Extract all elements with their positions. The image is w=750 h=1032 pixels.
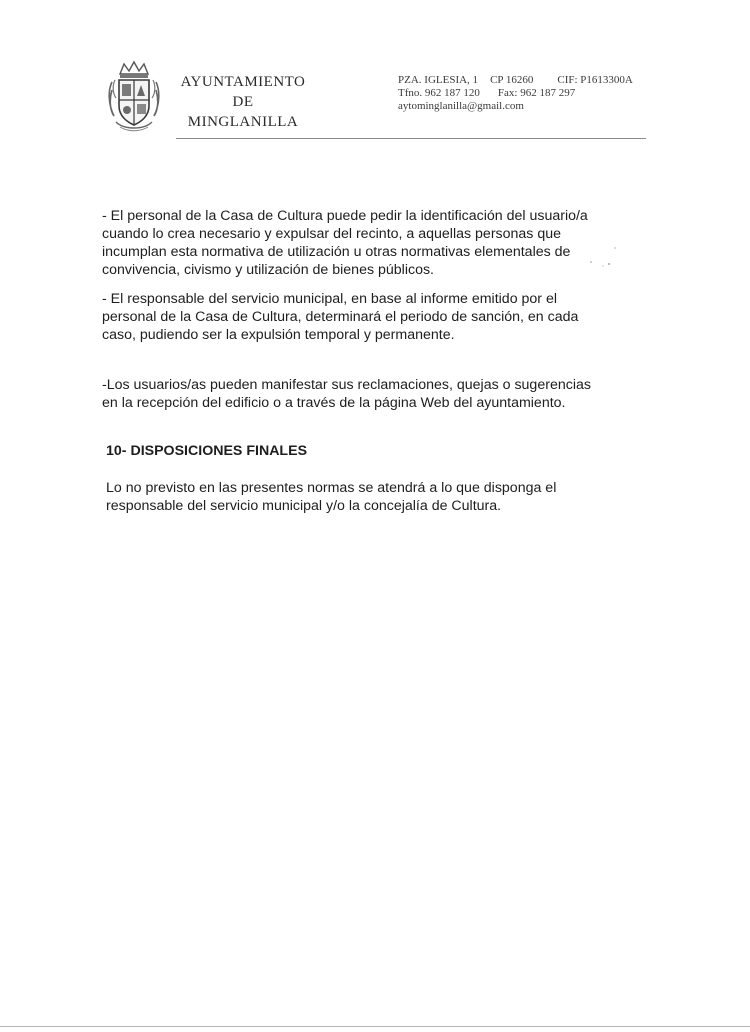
address: PZA. IGLESIA, 1 bbox=[398, 74, 479, 86]
org-name-line2: DE bbox=[232, 94, 254, 110]
coat-of-arms-icon bbox=[106, 60, 162, 134]
paragraph-line: cuando lo crea necesario y expulsar del recinto, a aquellas personas que bbox=[102, 226, 562, 242]
postal-code: CP 16260 bbox=[490, 74, 534, 86]
paragraph-line: responsable del servicio municipal y/o la concejalía de Cultura. bbox=[106, 498, 502, 514]
org-name-line3: MINGLANILLA bbox=[187, 114, 299, 130]
paragraph-identification bbox=[102, 207, 622, 279]
paragraph-line: en la recepción del edificio o a través de la página Web del ayuntamiento. bbox=[102, 395, 566, 411]
paragraph-complaints bbox=[102, 376, 622, 412]
paragraph-line: - El responsable del servicio municipal, en base al informe emitido por el bbox=[102, 291, 558, 307]
organization-name bbox=[168, 72, 318, 132]
email-row bbox=[398, 100, 633, 113]
paragraph-line: -Los usuarios/as pueden manifestar sus reclamaciones, quejas o sugerencias bbox=[102, 377, 591, 393]
paragraph-line: personal de la Casa de Cultura, determinará el periodo de sanción, en cada bbox=[102, 309, 579, 325]
section-body bbox=[106, 479, 626, 515]
paragraph-line: Lo no previsto en las presentes normas se atendrá a lo que disponga el bbox=[106, 480, 557, 496]
section-heading: 10- DISPOSICIONES FINALES bbox=[106, 443, 308, 459]
header-divider bbox=[176, 138, 646, 139]
email: aytominglanilla@gmail.com bbox=[398, 100, 524, 112]
paragraph-line: caso, pudiendo ser la expulsión temporal y permanente. bbox=[102, 327, 455, 343]
paragraph-line: - El personal de la Casa de Cultura puede pedir la identificación del usuario/a bbox=[102, 208, 588, 224]
paragraph-line: incumplan esta normativa de utilización u otras normativas elementales de bbox=[102, 244, 571, 260]
paragraph-sanction bbox=[102, 290, 622, 344]
paragraph-line: convivencia, civismo y utilización de bienes públicos. bbox=[102, 262, 434, 278]
address-row bbox=[398, 74, 633, 87]
fax: Fax: 962 187 297 bbox=[497, 87, 576, 99]
phone: Tfno. 962 187 120 bbox=[398, 87, 480, 99]
phone-row bbox=[398, 87, 633, 100]
page-bottom-edge bbox=[0, 1026, 750, 1027]
contact-block bbox=[398, 74, 633, 113]
org-name-line1: AYUNTAMIENTO bbox=[180, 74, 306, 90]
cif: CIF: P1613300A bbox=[557, 74, 633, 86]
scan-specks bbox=[585, 240, 625, 270]
